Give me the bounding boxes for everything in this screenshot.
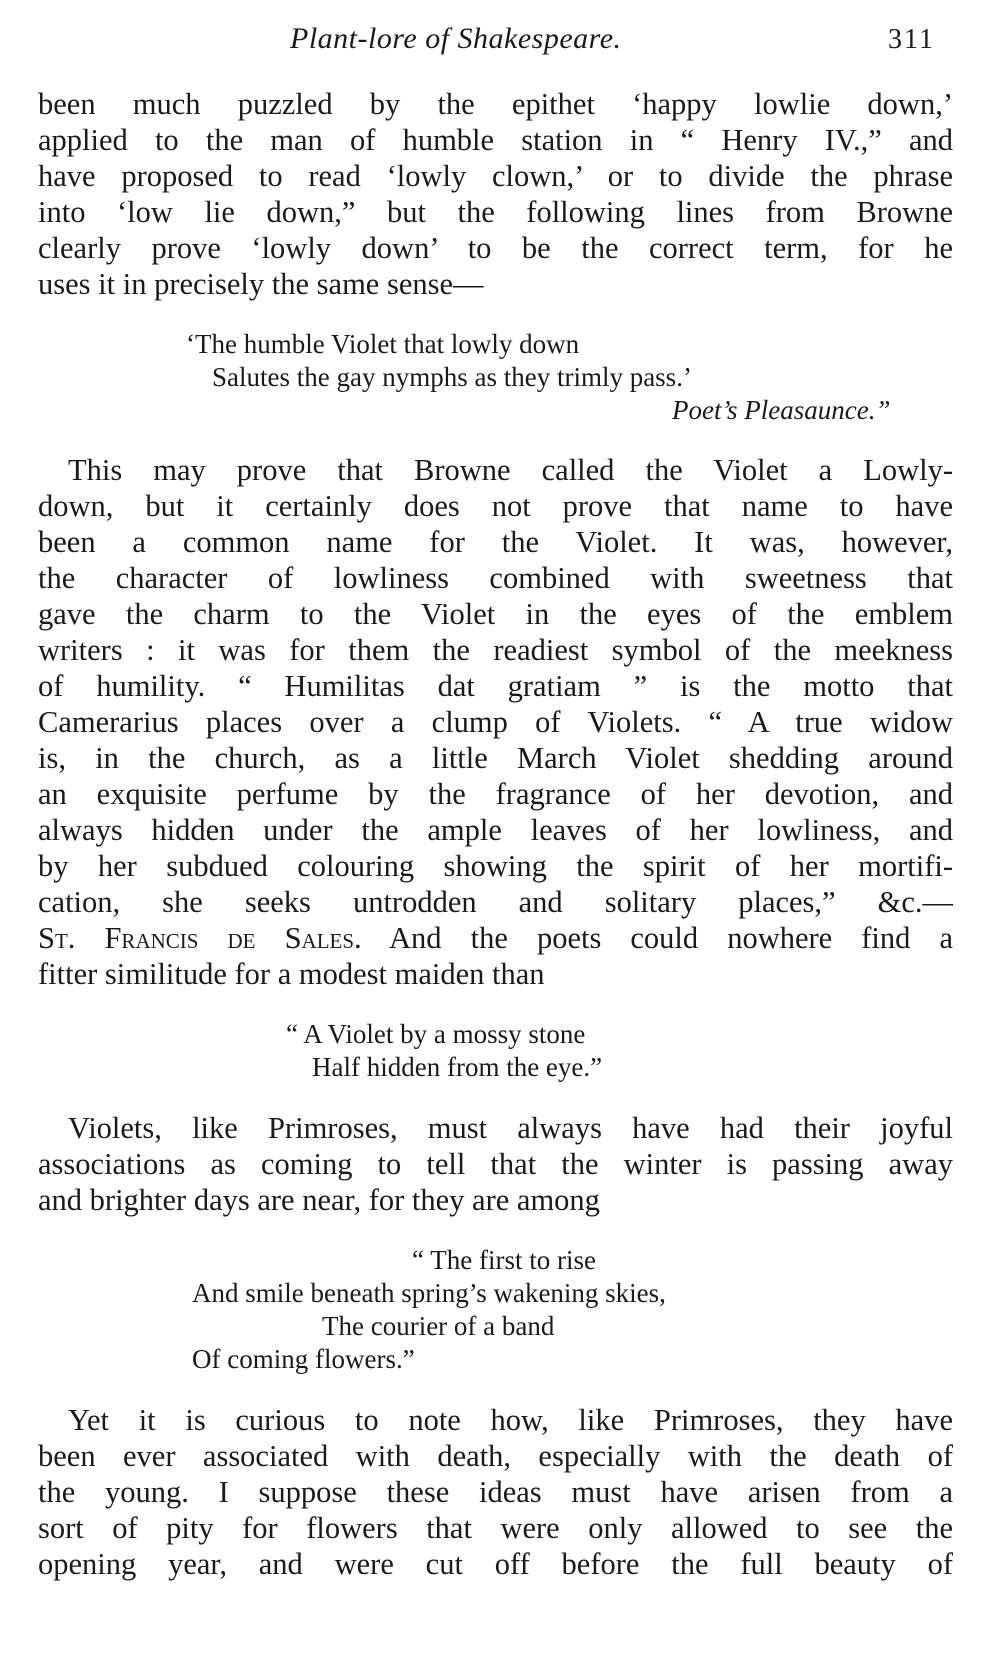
text-line: Violets, like Primroses, must always have had their joyful: [68, 1111, 953, 1145]
text-line: an exquisite perfume by the fragrance of her devotion, and: [38, 777, 953, 811]
text-line: been a common name for the Violet. It was, however,: [38, 525, 953, 559]
text-line: always hidden under the ample leaves of her lowliness, and: [38, 813, 953, 847]
text-line: sort of pity for flowers that were only allowed to see the: [38, 1511, 953, 1545]
text-line: the character of lowliness combined with sweetness that: [38, 561, 953, 595]
text-line: applied to the man of humble station in “ Henry IV.,” and: [38, 123, 953, 157]
text-line: uses it in precisely the same sense—: [38, 267, 484, 301]
text-line: opening year, and were cut off before the full beauty of: [38, 1547, 953, 1581]
text-line: been ever associated with death, especially with the death of: [38, 1439, 953, 1473]
verse-line: And smile beneath spring’s wakening skies,: [192, 1278, 666, 1308]
text-line: of humility. “ Humilitas dat gratiam ” is the motto that: [38, 669, 953, 703]
quote-attribution: Poet’s Pleasaunce.”: [672, 395, 891, 425]
text-line: This may prove that Browne called the Violet a Lowly-: [68, 453, 953, 487]
text-line: clearly prove ‘lowly down’ to be the correct term, for he: [38, 231, 953, 265]
text-span: And the poets could nowhere find a: [361, 921, 953, 955]
text-line: Yet it is curious to note how, like Primroses, they have: [68, 1403, 953, 1437]
text-line: cation, she seeks untrodden and solitary places,” &c.—: [38, 885, 953, 919]
text-line: associations as coming to tell that the winter is passing away: [38, 1147, 953, 1181]
running-head: [0, 22, 1000, 66]
text-line: and brighter days are near, for they are among: [38, 1183, 600, 1217]
author-name: St. Francis de Sales.: [38, 921, 362, 955]
text-line: is, in the church, as a little March Violet shedding around: [38, 741, 953, 775]
text-line: gave the charm to the Violet in the eyes of the emblem: [38, 597, 953, 631]
verse-line: “ A Violet by a mossy stone: [286, 1019, 586, 1049]
page-number: 311: [888, 24, 935, 55]
text-line: writers : it was for them the readiest symbol of the meekness: [38, 633, 953, 667]
verse-line: The courier of a band: [322, 1311, 555, 1341]
text-line: down, but it certainly does not prove that name to have: [38, 489, 953, 523]
text-line: by her subdued colouring showing the spirit of her mortifi-: [38, 849, 953, 883]
text-line: have proposed to read ‘lowly clown,’ or to divide the phrase: [38, 159, 953, 193]
text-line: the young. I suppose these ideas must have arisen from a: [38, 1475, 953, 1509]
verse-line: Of coming flowers.”: [192, 1344, 415, 1374]
text-line: into ‘low lie down,” but the following lines from Browne: [38, 195, 953, 229]
verse-line: “ The first to rise: [412, 1245, 596, 1275]
text-line: Camerarius places over a clump of Violets. “ A true widow: [38, 705, 953, 739]
verse-line: Half hidden from the eye.”: [312, 1052, 603, 1082]
running-title: Plant-lore of Shakespeare.: [290, 22, 622, 55]
text-line: fitter similitude for a modest maiden than: [38, 957, 545, 991]
text-line: [38, 920, 953, 956]
verse-line: ‘The humble Violet that lowly down: [186, 329, 580, 359]
text-line: been much puzzled by the epithet ‘happy lowlie down,’: [38, 87, 953, 121]
verse-line: Salutes the gay nymphs as they trimly pass.’: [212, 362, 692, 392]
